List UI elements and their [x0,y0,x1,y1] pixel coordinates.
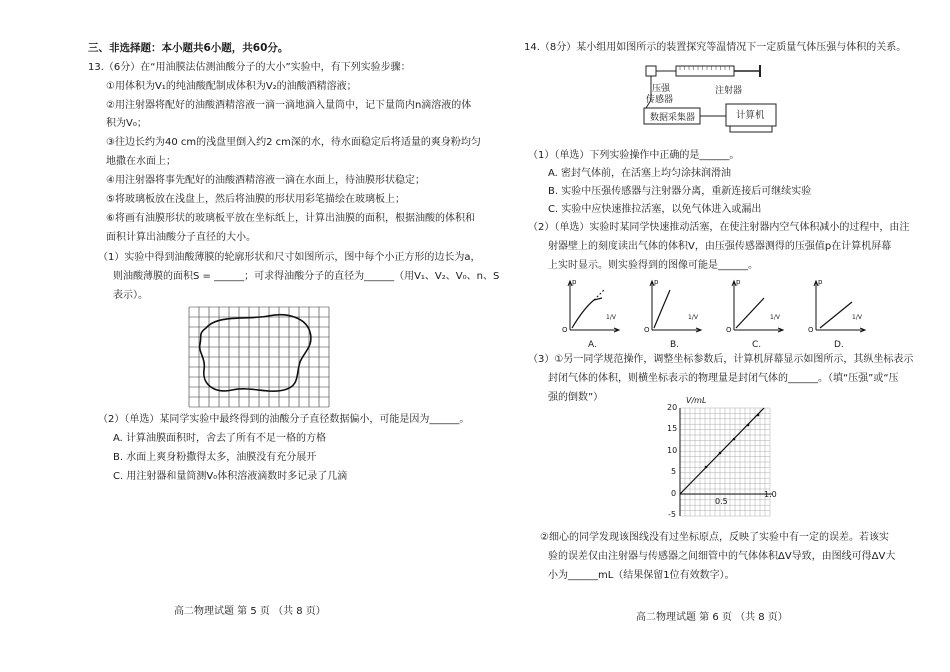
label-syringe: 注射器 [715,86,743,96]
option-graph-letter-a: A. [588,340,597,350]
option-graph-p-label-d: p [818,278,823,286]
q14-part3a: （3）①另一同学规范操作，调整坐标参数后，计算机屏幕显示如图所示，其纵坐标表示 [528,354,914,365]
q14-option-c: C. 实验中应快速推拉活塞，以免气体进入或漏出 [548,204,762,215]
volume-chart-point [733,438,736,441]
q14-part3c: 强的倒数”） [548,392,604,403]
option-graph-x-label-c: 1/V [770,314,780,321]
label-sensor: 传感器 [646,95,674,105]
q14-part1: （1）（单选）下列实验操作中正确的是______。 [528,150,740,161]
q14-part3d: ②细心的同学发现该图线没有过坐标原点，反映了实验中有一定的误差。若该实 [540,532,889,543]
q14-part2b: 射器壁上的刻度读出气体的体积V，由压强传感器测得的压强值p在计算机屏幕 [548,241,892,252]
q13-step1: ①用体积为V₁的纯油酸配制成体积为V₂的油酸酒精溶液； [106,81,357,92]
volume-chart-tick-x05: 0.5 [715,497,728,506]
q13-part2: （2）（单选）某同学实验中最终得到的油酸分子直径数据偏小，可能是因为______。 [98,414,470,425]
volume-chart-tick-10: 10 [667,446,678,455]
volume-chart-tick-5: 5 [671,467,677,476]
volume-chart-tick-0: 0 [671,489,677,498]
oil-film-outline [200,315,311,391]
q14-part2a: （2）（单选）实验时某同学快速推动活塞，在使注射器内空气体积减小的过程中，由注 [528,222,910,233]
q13-step2b: 积为V₀； [106,118,147,129]
option-graph-curve-d [820,302,852,328]
option-graph-p-label-a: p [572,278,577,286]
option-graph-p-label-c: p [736,278,741,286]
option-graph-x-label-d: 1/V [852,314,862,321]
option-graph-curve-b [654,290,670,328]
q14-option-b: B. 实验中压强传感器与注射器分离，重新连接后可继续实验 [548,186,812,197]
option-graph-origin-b: O [644,326,650,334]
volume-chart-point [719,452,722,455]
footer-page-5: 高二物理试题 第 5 页 （共 8 页） [174,606,326,617]
q14-part3f: 小为______mL（结果保留1位有效数字）。 [548,570,735,581]
q13-step4: ④用注射器将事先配好的油酸酒精溶液一滴在水面上，待油膜形状稳定； [106,175,425,186]
q13-step6b: 面积计算出油酸分子直径的大小。 [106,232,256,243]
q13-step3a: ③往边长约为40 cm的浅盘里倒入约2 cm深的水，待水面稳定后将适量的爽身粉均匀 [106,137,481,148]
option-graph-origin-d: O [808,326,814,334]
q13-part1b: 则油酸薄膜的面积S = ______；可求得油酸分子的直径为______（用V₁、V₂、V₀、n、S [113,271,500,282]
label-pressure: 压强 [652,84,671,94]
volume-chart-ylabel: V/mL [686,396,707,405]
option-graph-x-label-a: 1/V [606,314,616,321]
q14-head: 14.（8分）某小组用如图所示的装置探究等温情况下一定质量气体压强与体积的关系。 [524,42,907,53]
option-graph-letter-b: B. [670,340,680,350]
option-graph-curve-c [736,298,764,328]
volume-chart-point [757,414,760,417]
q13-option-c: C. 用注射器和量筒测V₀体积溶液滴数时多记录了几滴 [113,471,348,482]
volume-chart-point [705,466,708,469]
option-graph-letter-c: C. [752,340,762,350]
option-graph-d [808,278,868,338]
option-graph-letter-d: D. [834,340,844,350]
q13-step3b: 地撒在水面上； [106,156,176,167]
option-graph-origin-a: O [562,326,568,334]
q13-step2a: ②用注射器将配好的油酸酒精溶液一滴一滴地滴入量筒中，记下量筒内n滴溶液的体 [106,100,472,111]
q13-step5: ⑤将玻璃板放在浅盘上，然后将油膜的形状用彩笔描绘在玻璃板上； [106,194,405,205]
q13-part1a: （1）实验中得到油酸薄膜的轮廓形状和尺寸如图所示，图中每个小正方形的边长为a， [98,252,481,263]
q14-option-a: A. 密封气体前，在活塞上均匀涂抹润滑油 [548,168,732,179]
volume-chart-tick-minus5: -5 [668,510,676,519]
q14-part3e: 验的误差仅由注射器与传感器之间细管中的气体体积ΔV导致，由图线可得ΔV大 [548,551,896,562]
volume-chart-tick-x10: 1.0 [764,490,777,499]
q13-option-a: A. 计算油膜面积时，舍去了所有不足一格的方格 [113,433,327,444]
volume-chart-point [747,424,750,427]
q13-head: 13.（6分）在“用油膜法估测油酸分子的大小”实验中，有下列实验步骤： [88,62,411,73]
q13-option-b: B. 水面上爽身粉撒得太多，油膜没有充分展开 [113,452,317,463]
option-graph-x-label-b: 1/V [688,314,698,321]
q13-part1c: 表示）。 [113,290,148,301]
q13-step6a: ⑥将画有油膜形状的玻璃板平放在坐标纸上，计算出油膜的面积，根据油酸的体积和 [106,213,475,224]
option-graph-a [562,278,622,338]
oil-film-grid-figure [188,306,330,408]
option-graph-origin-c: O [726,326,732,334]
volume-chart-tick-15: 15 [667,424,678,433]
volume-chart-tick-20: 20 [667,403,678,412]
option-graph-p-label-b: p [654,278,659,286]
option-graph-curve-a [572,298,602,328]
footer-page-6: 高二物理试题 第 6 页 （共 8 页） [636,612,788,623]
option-graph-b [644,278,704,338]
option-graph-c [726,278,786,338]
section-title: 三、非选择题：本小题共6小题，共60分。 [88,42,289,54]
q14-part2c: 上实时显示。则实验得到的图像可能是______。 [548,260,758,271]
label-data-collector: 数据采集器 [650,113,696,123]
label-computer: 计算机 [736,110,765,121]
q14-part3b: 封闭气体的体积，则横坐标表示的物理量是封闭气体的______。（填“压强”或“压 [548,373,899,384]
